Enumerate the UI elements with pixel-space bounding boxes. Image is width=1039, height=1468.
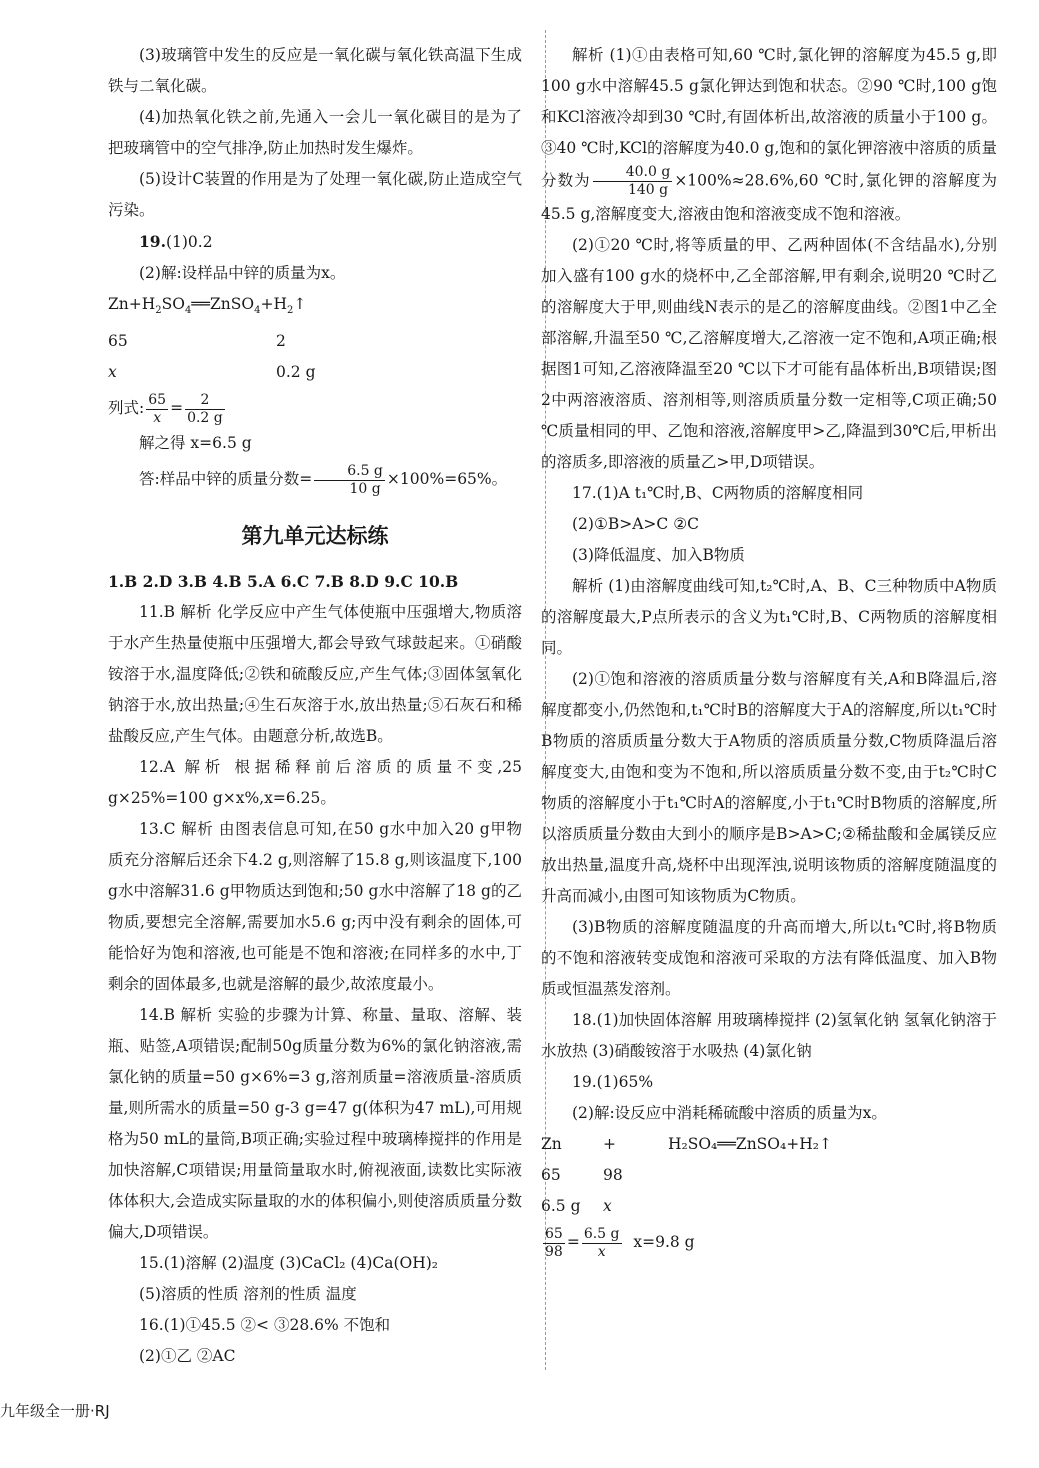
answer-text: 12.A 解析 根据稀释前后溶质的质量不变,25 g×25%=100 g×x%,x=6.25。 (108, 758, 522, 808)
equation-ratio-row: 6.5 g x (541, 1197, 612, 1215)
chemical-equation: Zn + H₂SO₄══ZnSO₄+H₂↑ (541, 1135, 832, 1153)
analysis-text: 解析 (1)由溶解度曲线可知,t₂℃时,A、B、C三种物质中A物质的溶解度最大,P点所表示的含义为t₁℃时,B、C两物质的溶解度相同。 (541, 577, 997, 657)
equation-ratio-row: x 0.2 g (108, 363, 316, 382)
equation-ratio-row: 65 98 (541, 1166, 623, 1184)
proportion-equation: $\frac{65}{98}$ = $\frac{6.5 g}{x}$ x=9.8 g (545, 1225, 695, 1260)
analysis-text: (2)①饱和溶液的溶质质量分数与溶解度有关,A和B降温后,溶解度都变小,仍然饱和,t₁℃时B的溶解度大于A的溶解度,所以t₁℃时B物质的溶质质量分数大于A物质的溶质质量分数,C物质降温后溶解度变大,由饱和变为不饱和,所以溶质质量分数不变,由于t₂℃时C物质的溶解度小于t₁℃时A的溶解度,小于t₁℃时B物质的溶解度,所以溶质质量分数由大到小的顺序是B>A>C;②稀盐酸和金属镁反应放出热量,温度升高,烧杯中出现浑浊,说明该物质的溶解度随温度的升高而减小,由图可知该物质为C物质。 (541, 670, 997, 905)
answer-text: 13.C 解析 由图表信息可知,在50 g水中加入20 g甲物质充分溶解后还余下4.2 g,则溶解了15.8 g,则该温度下,100 g水中溶解31.6 g甲物质达到饱和;50 g水中溶解了18 g的乙物质,要想完全溶解,需要加水5.6 g;丙中没有剩余的固体,可能恰好为饱和溶液,也可能是不饱和溶液;在同样多的水中,丁剩余的固体最多,也就是溶解的最少,故浓度最小。 (108, 820, 522, 994)
answer-text: 15.(1)溶解 (2)温度 (3)CaCl₂ (4)Ca(OH)₂ (139, 1254, 439, 1273)
answer-text: 17.(1)A t₁℃时,B、C两物质的溶解度相同 (572, 484, 864, 502)
answer-text: 解之得 x=6.5 g (139, 434, 252, 453)
proportion-equation: 列式: $\frac{65}{x}$ = $\frac{2}{0.2 g}$ (108, 391, 223, 426)
right-column (541, 40, 997, 1262)
multiple-choice-answers: 1.B 2.D 3.B 4.B 5.A 6.C 7.B 8.D 9.C 10.B (108, 572, 459, 592)
answer-text: 18.(1)加快固体溶解 用玻璃棒搅拌 (2)氢氧化钠 氢氧化钠溶于水放热 (3)硝酸铵溶于水吸热 (4)氯化钠 (541, 1011, 997, 1060)
answer-text: (5)溶质的性质 溶剂的性质 温度 (139, 1285, 357, 1304)
answer-text: (3)玻璃管中发生的反应是一氧化碳与氧化铁高温下生成铁与二氧化碳。 (108, 46, 522, 95)
analysis-text: (2)①20 ℃时,将等质量的甲、乙两种固体(不含结晶水),分别加入盛有100 g水的烧杯中,乙全部溶解,甲有剩余,说明20 ℃时乙的溶解度大于甲,则曲线N表示的是乙的溶解度曲线。②图1中乙全部溶解,升温至50 ℃,乙溶解度增大,乙溶液一定不饱和,A项正确;根据图1可知,乙溶液降温至20 ℃以下才可能有晶体析出,B项错误;图2中两溶液溶质、溶剂相等,则溶质质量分数一定相等,C项正确;50 ℃质量相同的甲、乙饱和溶液,溶解度甲>乙,降温到30℃后,甲析出的溶质多,即溶液的质量乙>甲,D项错误。 (541, 236, 997, 471)
answer-text: (2)解:设反应中消耗稀硫酸中溶质的质量为x。 (572, 1104, 887, 1122)
answer-text: 16.(1)①45.5 ②< ③28.6% 不饱和 (139, 1316, 391, 1335)
answer-text: 11.B 解析 化学反应中产生气体使瓶中压强增大,物质溶于水产生热量使瓶中压强增大,都会导致气球鼓起来。①硝酸铵溶于水,温度降低;②铁和硫酸反应,产生气体;③固体氢氧化钠溶于水,放出热量;④生石灰溶于水,放出热量;⑤石灰石和稀盐酸反应,产生气体。由题意分析,故选B。 (108, 603, 522, 746)
analysis-text: 解析 (1)①由表格可知,60 ℃时,氯化钾的溶解度为45.5 g,即100 g水中溶解45.5 g氯化钾达到饱和状态。②90 ℃时,100 g饱和KCl溶液冷却到30 ℃时,有固体析出,故溶液的质量小于100 g。③40 ℃时,KCl的溶解度为40.0 g,饱和的氯化钾溶液中溶质的质量分数为 $\frac{40.0 g}{140 g}$ ×100%≈28.6%,60 ℃时,氯化钾的溶解度为45.5 g,溶解度变大,溶液由饱和溶液变成不饱和溶液。 (541, 46, 997, 223)
answer-text: 14.B 解析 实验的步骤为计算、称量、量取、溶解、装瓶、贴签,A项错误;配制50g质量分数为6%的氯化钠溶液,需氯化钠的质量=50 g×6%=3 g,溶剂质量=溶液质量-溶质质量,则所需水的质量=50 g-3 g=47 g(体积为47 mL),可用规格为50 mL的量筒,B项正确;实验过程中玻璃棒搅拌的作用是加快溶解,C项错误;用量筒量取水时,俯视液面,读数比实际液体体积大,会造成实际量取的水的体积偏小,则使溶质质量分数偏大,D项错误。 (108, 1006, 522, 1242)
answer-text: 答:样品中锌的质量分数= $\frac{6.5 g}{10 g}$ ×100%=65%。 (139, 462, 508, 497)
answer-text: (2)①乙 ②AC (139, 1347, 236, 1366)
answer-text: 19.(1)65% (572, 1073, 654, 1091)
chemical-equation: $Zn+H_2SO_4══ZnSO_4+H_2↑$ (108, 295, 307, 317)
left-column (108, 40, 522, 1372)
answer-text: (2)①B>A>C ②C (572, 515, 699, 533)
analysis-text: (3)B物质的溶解度随温度的升高而增大,所以t₁℃时,将B物质的不饱和溶液转变成饱和溶液可采取的方法有降低温度、加入B物质或恒温蒸发溶剂。 (541, 918, 997, 998)
unit-title: 第九单元达标练 (241, 524, 389, 549)
page-footer: 九年级全一册·RJ (0, 1402, 110, 1420)
answer-text: (4)加热氧化铁之前,先通入一会儿一氧化碳目的是为了把玻璃管中的空气排净,防止加热时发生爆炸。 (108, 108, 522, 157)
answer-text: (3)降低温度、加入B物质 (572, 546, 745, 564)
equation-ratio-row: 65 2 (108, 332, 286, 351)
answer-text: (5)设计C装置的作用是为了处理一氧化碳,防止造成空气污染。 (108, 170, 522, 219)
answer-text: 19.(1)0.2 (139, 232, 213, 251)
answer-text: (2)解:设样品中锌的质量为x。 (139, 264, 346, 282)
